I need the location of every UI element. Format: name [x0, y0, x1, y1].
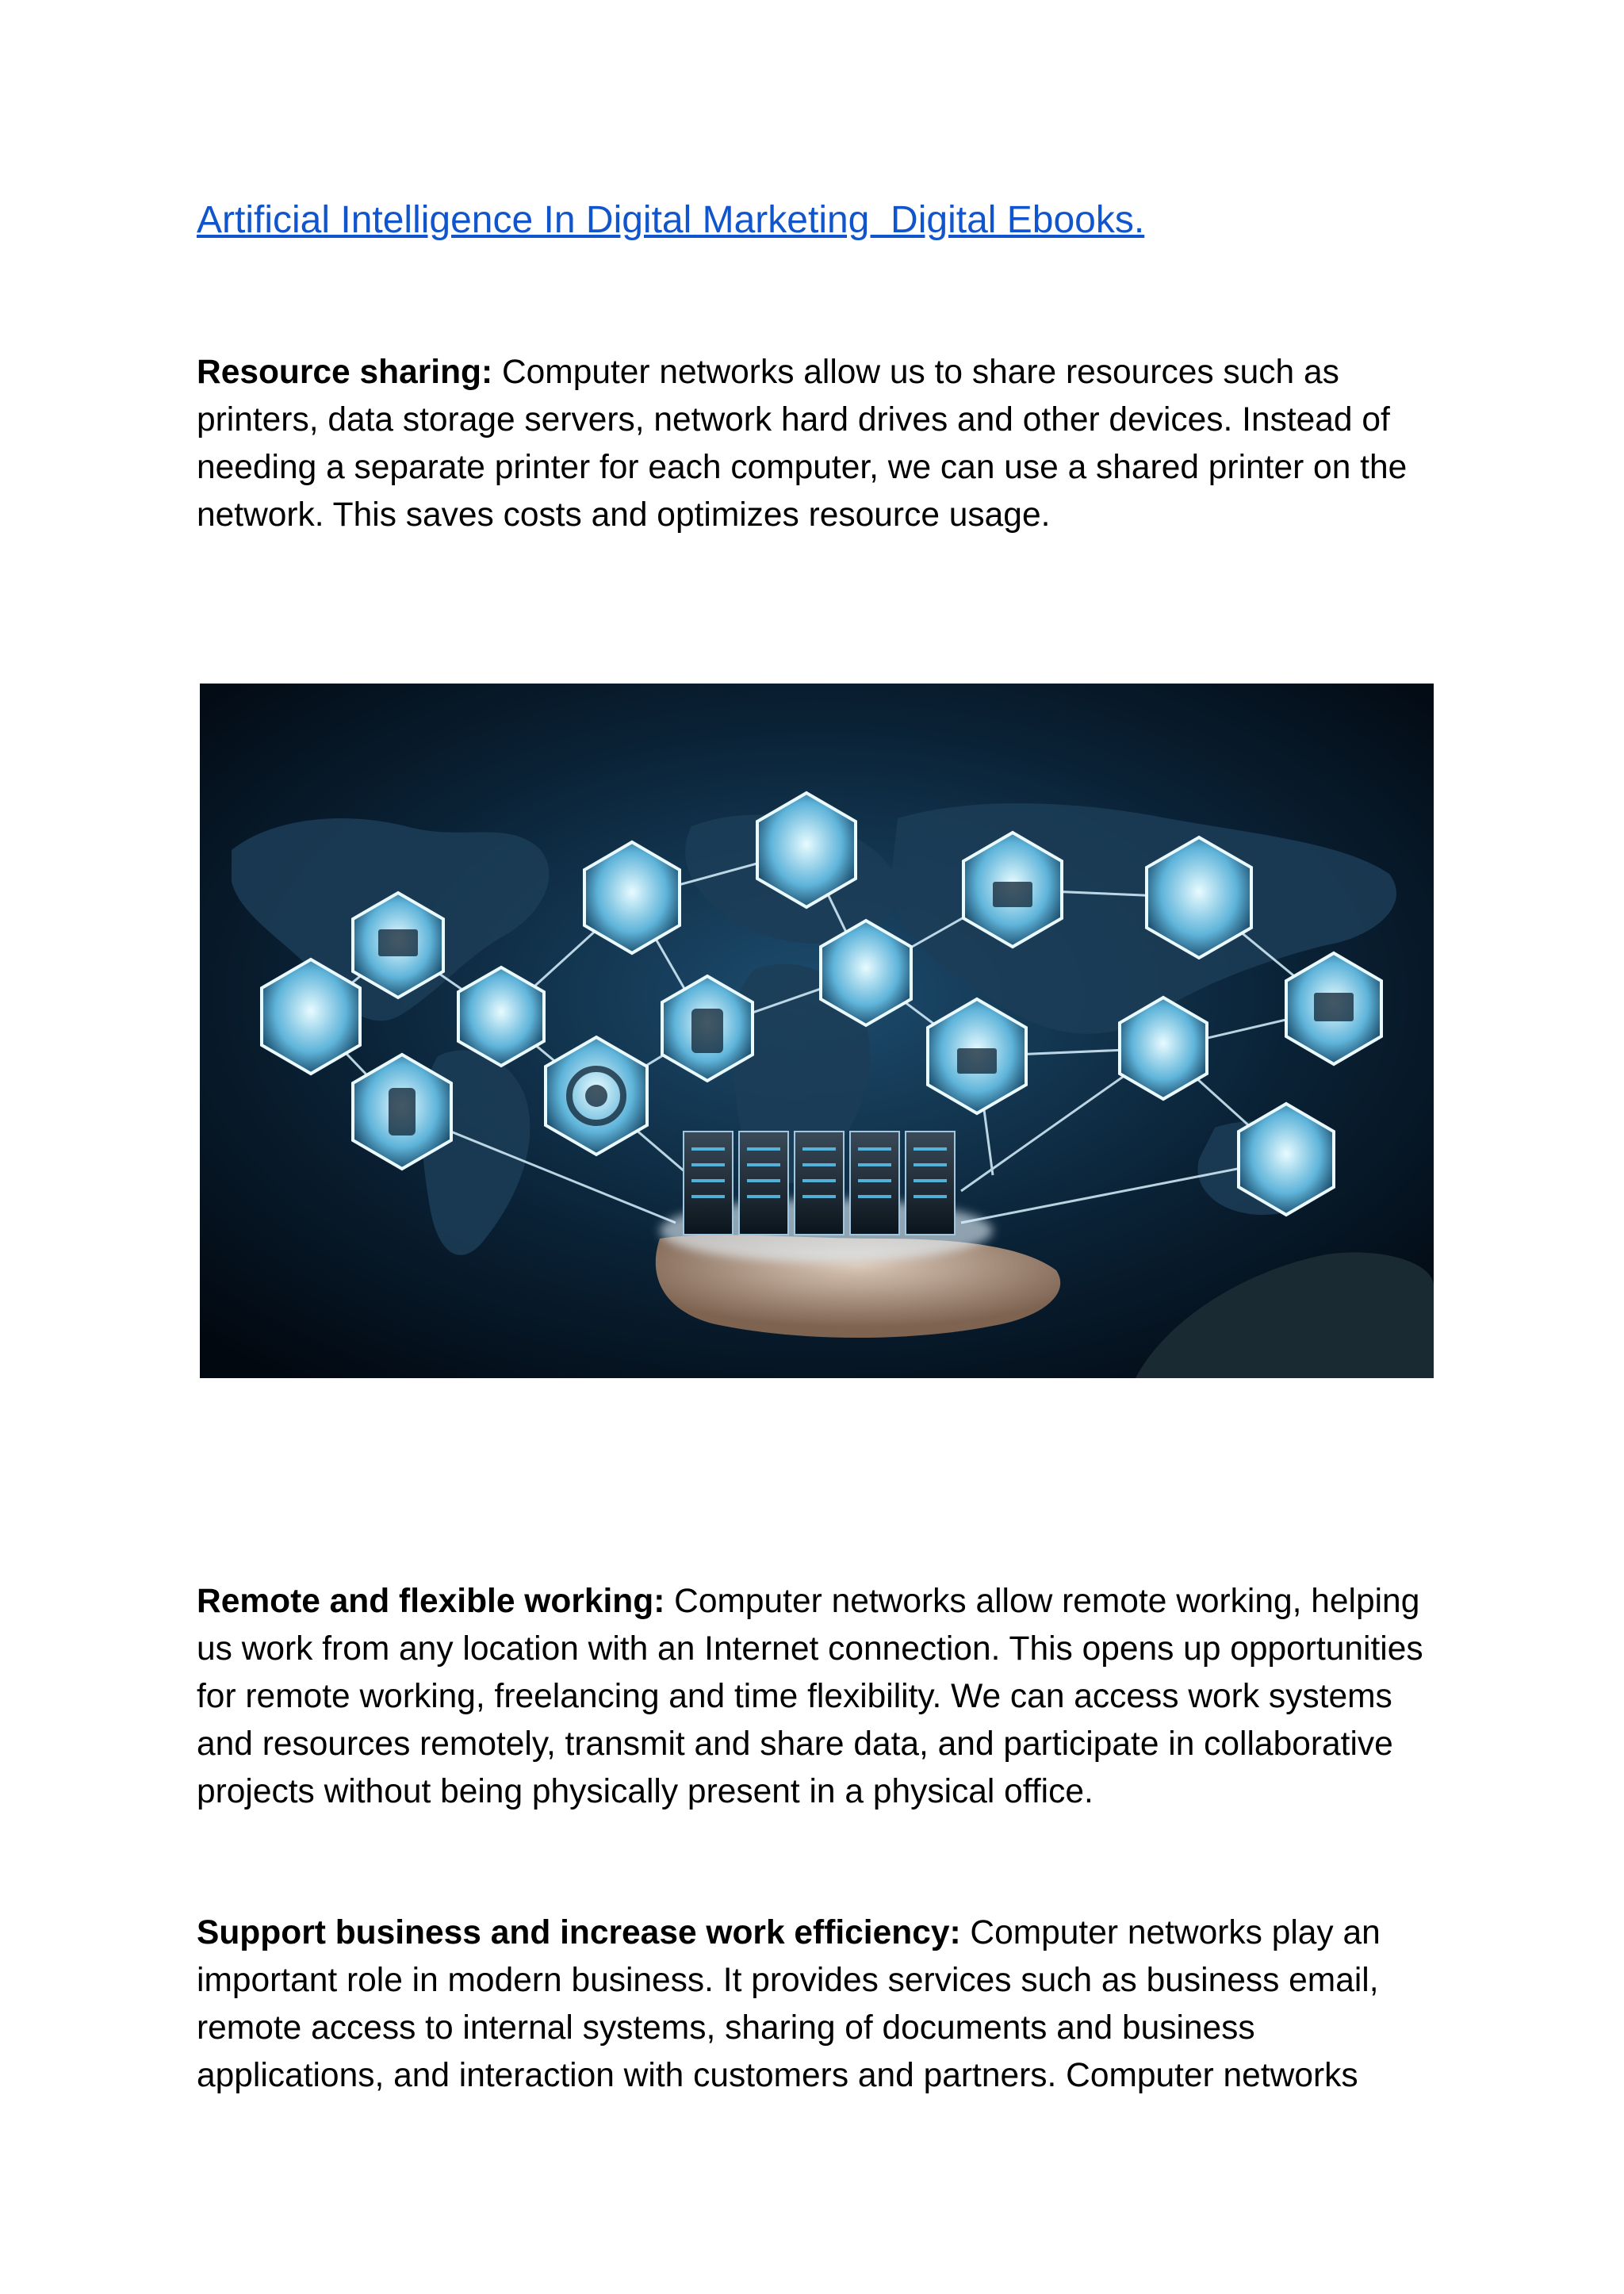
paragraph-heading: Remote and flexible working:: [197, 1583, 665, 1620]
paragraph-remote-working: [197, 1578, 1434, 1816]
paragraph-text: Computer networks play an important role in modern business. It provides services such as business email, remote access to internal systems, sharing of documents and business applications, and interaction with customers and partners. Computer networks: [197, 1914, 1381, 2094]
network-illustration-svg: [200, 684, 1434, 1378]
paragraph-text: Computer networks allow us to share resources such as printers, data storage servers, network hard drives and other devices. Instead of needing a separate printer for each computer, we can use a shared printer on the network. This saves costs and optimizes resource usage.: [197, 354, 1408, 534]
paragraph-text: Computer networks allow remote working, helping us work from any location with an Internet connection. This opens up opportunities for remote working, freelancing and time flexibility. We can access work systems and resources remotely, transmit and share data, and participate in collaborative projects without being physically present in a physical office.: [197, 1583, 1423, 1810]
paragraph-heading: Resource sharing:: [197, 354, 493, 391]
paragraph-business-support: [197, 1909, 1434, 2100]
server-racks: [684, 1132, 955, 1235]
network-illustration: [200, 684, 1434, 1378]
paragraph-heading: Support business and increase work efficiency:: [197, 1914, 961, 1951]
paragraph-resource-sharing: [197, 349, 1434, 539]
title-link[interactable]: Artificial Intelligence In Digital Marketing Digital Ebooks.: [197, 199, 1145, 241]
